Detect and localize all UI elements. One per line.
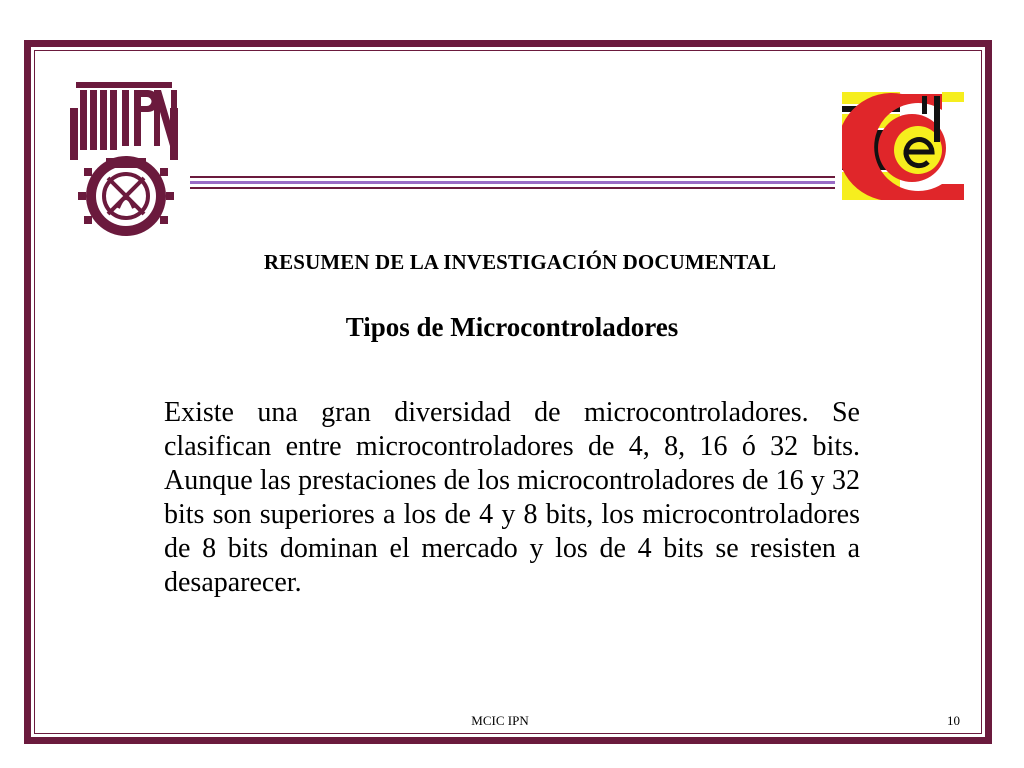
footer-label: MCIC IPN [471, 713, 529, 728]
page-number: 10 [947, 713, 960, 728]
header-rule [190, 176, 835, 190]
slide-subtitle: Tipos de Microcontroladores [345, 312, 679, 342]
slide-body-text: Existe una gran diversidad de microcontroladores. Se clasifican entre microcontroladores de 4, 8, 16 ó 32 bits. Aunque las prestaciones de los microcontroladores de 16 y 32 bits son superiores a los de 4 y 8 bits, los microcontroladores de 8 bits dominan el mercado y los de 4 bits se resisten a desaparecer. [164, 397, 860, 598]
ipn-logo-icon [66, 68, 186, 240]
slide-heading: RESUMEN DE LA INVESTIGACIÓN DOCUMENTAL [263, 250, 777, 274]
cic-logo-icon [842, 92, 964, 200]
